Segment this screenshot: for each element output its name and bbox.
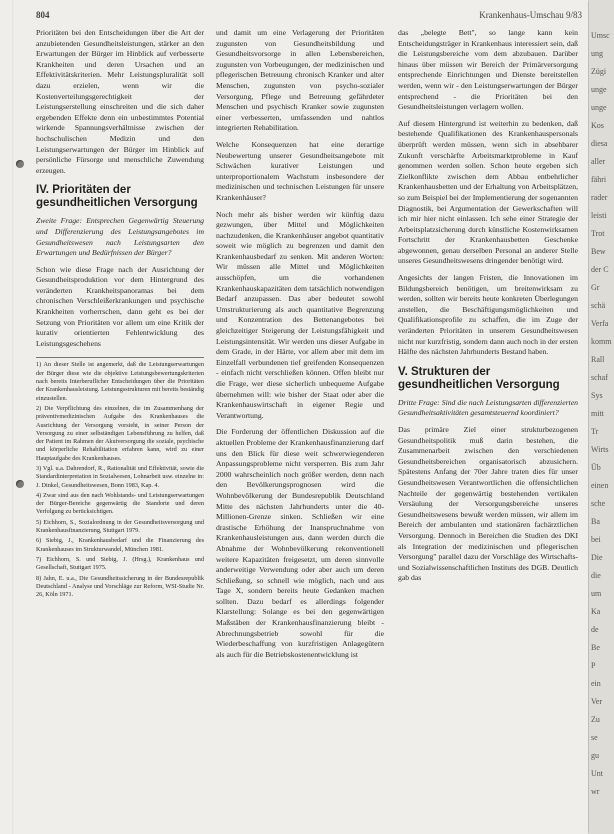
adjacent-page-fragment: diesa bbox=[591, 139, 608, 148]
adjacent-page-fragment: der C bbox=[591, 265, 609, 274]
adjacent-page-fragment: ein bbox=[591, 679, 601, 688]
question-text: Zweite Frage: Entsprechen Gegenwärtig Steuerung und Differenzierung des Leistungsangebotes im Gesundheitswesen nach Leistungsarten den Erwartungen und Bedürfnissen der Bürger? bbox=[36, 216, 204, 258]
adjacent-page-fragment: schaf bbox=[591, 373, 608, 382]
adjacent-page-fragment: um bbox=[591, 589, 602, 598]
adjacent-page-fragment: sche bbox=[591, 499, 606, 508]
adjacent-page-fragment: mitt bbox=[591, 409, 604, 418]
paragraph: Prioritäten bei den Entscheidungen über die Art der anzubietenden Gesundheitsleistungen, stärker an den Erwartungen der Bürger im Hinblick auf verbesserte Krankheiten und deren Ursachen und an Effektivitätskriterien. Mehr Leistungspluralität soll dazu erzielen, wenn wir die Kostenverteilungsgerechtigkeit der Leistungserstellung einschreiten und die sich daher ergebenden Effekte denn ein unbestimmtes Potential wirkende Spannungsverhältnisse zwischen der hochschulischen Medizin und den Leistungserwartungen der Bürger im Hinblick auf persönliche Fürsorge und menschliche Zuwendung erzeugen. bbox=[36, 28, 204, 175]
adjacent-page-fragment: unge bbox=[591, 103, 607, 112]
footnote: 7) Eichhorn, S. und Siebig, J. (Hrsg.), Krankenhaus und Gesellschaft, Stuttgart 1975. bbox=[36, 555, 204, 572]
punch-hole bbox=[16, 160, 24, 168]
adjacent-page-fragment: Die bbox=[591, 553, 603, 562]
adjacent-page-fragment: Umsc bbox=[591, 31, 610, 40]
adjacent-page-fragment: bei bbox=[591, 535, 601, 544]
adjacent-page-fragment: ung bbox=[591, 49, 603, 58]
section-heading: V. Strukturen der gesundheitlichen Versorgung bbox=[398, 365, 560, 391]
paragraph: Auf diesem Hintergrund ist weiterhin zu bedenken, daß bestehende Qualifikationen des Krankenhauspersonals überprüft werden müssen, wenn sich in absehbarer Zukunft verschärfte Arbeitsmarktprobleme in Kauf genommen werden sollen. Schon heute ergeben sich Zielkonflikte zwischen dem Abbau entbehrlicher Krankenhausbetten und der Erhaltung von Arbeitsplätzen, so zum Beispiel bei der Implementierung der sogenannten Diagnostik, bei Argumentation der Gewerkschaften will ich mir hier nicht einlassen. Ich sehe einer Strategie der Arbeitsplatzsicherung durch künstliche Kostenwirksamen Fortschritt der Krankenhausbetten Geschenke abgewonnen, genau derselben Personal an anderer Stelle unseres Gesundheitswesens dringender benötigt wird. bbox=[398, 118, 578, 266]
paragraph: Das primäre Ziel einer strukturbezogenen Gesundheitspolitik muß darin bestehen, die Zusammenarbeit zwischen den verschiedenen Gesundheitsbereichen organisatorisch abzusichern. Spätestens Anfang der 70er Jahre traten dies für unser Gesundheitswesen Verantwortlichen die offensichtlichen Nachteile der gegenwärtig bestehenden vertikalen Versäulung der Versorgungsbereiche unseres Gesundheitswesens bewußt werden müssen, wir allem im Bereich der ambulanten und stationären fachärztlichen Versorgung. Dennoch in Bereichen die Studien des DKI als Integration der medizinischen und pflegerischen Versorgung" parallel dazu der Vorschläge des Wirtschafts- und Sozialwissenschaftlichen Instituts des DGB. Deutlich gab das bbox=[398, 425, 578, 583]
adjacent-page-fragment: aller bbox=[591, 157, 606, 166]
footnote: 4) Zwar sind aus den nach Wohlstands- und Leistungserwartungen der Bürger-Bereiche gegenwärtig die Standorte und deren Verfolgung zu berücksichtigen. bbox=[36, 491, 204, 516]
adjacent-page-fragment: se bbox=[591, 733, 598, 742]
adjacent-page-edge bbox=[589, 0, 614, 834]
adjacent-page-fragment: Be bbox=[591, 643, 600, 652]
page-crease bbox=[12, 0, 14, 834]
footnote: 8) Jahn, E. u.a., Die Gesundheitssicherung in der Bundesrepublik Deutschland - Analyse und Vorschläge zur Reform, WSI-Studie Nr. 26, Köln 1971. bbox=[36, 574, 204, 599]
adjacent-page-fragment: Zügi bbox=[591, 67, 607, 76]
adjacent-page-fragment: unge bbox=[591, 85, 607, 94]
adjacent-page-fragment: Rall bbox=[591, 355, 605, 364]
adjacent-page-fragment: schä bbox=[591, 301, 606, 310]
adjacent-page-fragment: Unt bbox=[591, 769, 603, 778]
paragraph: das „belegte Bett", so lange kann kein Entscheidungsträger in Krankenhaus interessiert sein, daß die Leistungsbereiche vom dem abzubauen. Darüber hinaus über müssen wir Bereich der Primärversorgung entsprechende Einrichtungen und Dienste bereitstellen werden, wenn wir - den Leistungserwartungen der Bürger entsprechend - die Prioritäten bei den Gesundheitsleistungen verlagern wollen. bbox=[398, 28, 578, 112]
footnote: 3) Vgl. u.a. Dahrendorf, R., Rationalität und Effektivität, sowie die Standardinterpretation in Sozialwesen, Lohnarbeit usw. einzelne in: J. Dinkel, Gesundheitswesen, Bonn 1983, Kap. 4. bbox=[36, 465, 204, 489]
adjacent-page-fragment: leisti bbox=[591, 211, 607, 220]
section-question bbox=[398, 398, 578, 419]
paragraph: Schon wie diese Frage nach der Ausrichtung der Gesundheitsproduktion vor dem Hintergrund des veränderten Krankheitspanoramas bei dem chronischen Verschleißerkrankungen und psychische Krankheiten vorherrschen, dann geht es bei der Setzung von Prioritäten vor allem um eine Kritik der kurativ orientierten Fehlentwicklung des Leistungsgeschehens bbox=[36, 264, 204, 348]
adjacent-page-fragment: Gr bbox=[591, 283, 600, 292]
adjacent-page-fragment: rader bbox=[591, 193, 608, 202]
adjacent-page-fragment: Trot bbox=[591, 229, 605, 238]
adjacent-page-fragment: P bbox=[591, 661, 596, 670]
punch-hole bbox=[16, 480, 24, 488]
adjacent-page-fragment: wr bbox=[591, 787, 600, 796]
footnote: 6) Siebig, J., Krankenhausbedarf und die Finanzierung des Krankenhauses im Strukturwandel, München 1981. bbox=[36, 537, 204, 553]
section-question bbox=[36, 216, 204, 258]
adjacent-page-fragment: gu bbox=[591, 751, 599, 760]
column-3 bbox=[398, 28, 578, 828]
footnote: 2) Die Verpflichtung des einzelnen, die im Zusammenhang der präventivmedizinischen Aufgabe des Krankenhauses die Ausrichtung der Versorgung vorsieht, in seiner Person der Versorgung zu einer selbständigen Lebensführung zu helfen, daß der Patient im Rahmen der Akutversorgung die soziale, psychische und körperliche Rehabilitation erfahren kann, wird zu einer Hauptaufgabe des Krankenhauses. bbox=[36, 404, 204, 462]
adjacent-page-fragment: komm bbox=[591, 337, 612, 346]
adjacent-page-fragment: de bbox=[591, 625, 599, 634]
adjacent-page-fragment: Tr bbox=[591, 427, 599, 436]
journal-title: Krankenhaus-Umschau 9/83 bbox=[479, 10, 582, 20]
adjacent-page-fragment: die bbox=[591, 571, 601, 580]
adjacent-page-fragment: Sys bbox=[591, 391, 603, 400]
adjacent-page-fragment: einen bbox=[591, 481, 609, 490]
footnotes bbox=[36, 357, 204, 599]
adjacent-page-fragment: Wirts bbox=[591, 445, 609, 454]
page-header bbox=[36, 10, 582, 24]
column-2 bbox=[216, 28, 384, 828]
adjacent-page-fragment: Üb bbox=[591, 463, 601, 472]
adjacent-page-fragment: Ba bbox=[591, 517, 600, 526]
paragraph: Noch mehr als bisher werden wir künftig dazu gezwungen, über Mittel und Möglichkeiten nachzudenken, die Krankenhäuser angebot quantitativ soweit wie möglich zu begrenzen und damit den Krankenhausbedarf zu senken. Mit anderen Worten: Wir müssen alle Mittel und Möglichkeiten ausschöpfen, um die vorhandenen Krankenhauskapazitäten dem tatsächlich notwendigen Bedarf anzupassen. Das aber bedeutet sowohl Umstrukturierung als auch quantitative Begrenzung und Konzentration des Bettenangebotes bei gleichzeitiger Steigerung der Leistungsfähigkeit und Leistungsintensität. Wir werden uns dieser Aufgabe in dem Grade, in der Härte, vor allem aber mit dem im Einzelfall verbundenen tief greifenden Konsequenzen - einfach nicht verschließen können. Offen bleibt nur die Frage, wer diese sicherlich unbequeme Aufgabe übernehmen will: wie bisher der Staat oder aber die Krankenhauswirtschaft in eigener Regie und Verantwortung. bbox=[216, 209, 384, 420]
footnote: 1) An dieser Stelle ist angemerkt, daß die Leistungserwartungen der Bürger diese wie die objektive Leistungsbewertungskriterien nach bereits Interberuflicher Entscheidungen über die Prioritäten der Krankenhausleistung. Leistungsstrukturen mit bereits beständig einzustellen. bbox=[36, 361, 204, 402]
paragraph: und damit um eine Verlagerung der Prioritäten zugunsten von Gesundheitsbildung und Gesundheitsvorsorge in allen Lebensbereichen, zugunsten von Vorbeugungen, der medizinischen und pflegerischen Betreuung chronisch Kranker und alter Menschen, zugunsten von psycho-sozialer Versorgung, Pflege und Betreuung gefährdeter Menschen und psychisch Kranker sowie zugunsten einer verbesserten, umfassenden und nahtlos integrierten Rehabilitation. bbox=[216, 28, 384, 133]
adjacent-page-fragment: Ver bbox=[591, 697, 603, 706]
adjacent-page-fragment: Bew bbox=[591, 247, 606, 256]
section-heading: IV. Prioritäten der gesundheitlichen Versorgung bbox=[36, 184, 198, 210]
paragraph: Die Forderung der öffentlichen Diskussion auf die aktuellen Probleme der Krankenhausfinanzierung darf uns den Blick für diese weit schwerwiegenderen Anpassungsprobleme nicht versperren. Bis zum Jahr 2000 wahrscheinlich noch größer werden, denn nach den Bevölkerungsprognosen wird die Wohnbevölkerung der Bundesrepublik Deutschland Mitte des nächsten Jahrhunderts unter die 40-Millionen-Grenze sinken. Schließen wir eine drastische Erhöhung der Inanspruchnahme von Krankenhausleistungen aus, dann werden durch die Abnahme der Wohnbevölkerung rekonventionell weitere Kapazitäten freigesetzt, um deren sinnvolle anderweitige Verwendung oder aber auch um deren Schließung, so schnell wie möglich, nach und aus Tage X, sondern bereits heute Gedanken machen sollten. Dazu bedarf es allerdings folgender Klarstellung: Solange es bei den gegenwärtigen Maßstäben der Krankenhausfinanzierung bleibt - Abrechnungsbetrieb sowohl für die Wiederbeschaffung von kurzfristigen Anlagegütern als auch für die Betriebskostenentwicklung ist bbox=[216, 427, 384, 659]
footnote: 5) Eichhorn, S., Sozialordnung in der Gesundheitsversorgung und Krankenhausfinanzierung, Stuttgart 1979. bbox=[36, 518, 204, 535]
adjacent-page-fragment: fähri bbox=[591, 175, 607, 184]
adjacent-page-fragment: Zu bbox=[591, 715, 600, 724]
adjacent-page-fragment: Ka bbox=[591, 607, 601, 616]
paragraph: Angesichts der langen Fristen, die Innovationen im Bildungsbereich benötigen, um breitenwirksam zu werden, sollten wir bereits heute konkreten Überlegungen anstellen, die Beschäftigungsmöglichkeiten und Qualifikationsprofile zu schaffen, die im Zuge der veränderten Prioritäten in unserem Gesundheitswesen nicht nur kurzfristig, sondern dann auch noch in der ersten Hälfte des nächsten Jahrhunderts Bestand haben. bbox=[398, 273, 578, 357]
paragraph: Welche Konsequenzen hat eine derartige Neubewertung unserer Gesundheitsangebote mit Schwächen kurativer Leistungen und unterproportionalem Wachstum insbesondere der medizinischen und technischen Leistungen für unsere Krankenhäuser? bbox=[216, 139, 384, 202]
question-text: Dritte Frage: Sind die nach Leistungsarten differenzierten Gesundheitsaktivitäten gesamtsteuernd koordiniert? bbox=[398, 397, 578, 418]
page-number: 804 bbox=[36, 10, 50, 20]
column-1 bbox=[36, 28, 204, 828]
adjacent-page-fragment: Kos bbox=[591, 121, 604, 130]
adjacent-page-fragment: Verfa bbox=[591, 319, 609, 328]
